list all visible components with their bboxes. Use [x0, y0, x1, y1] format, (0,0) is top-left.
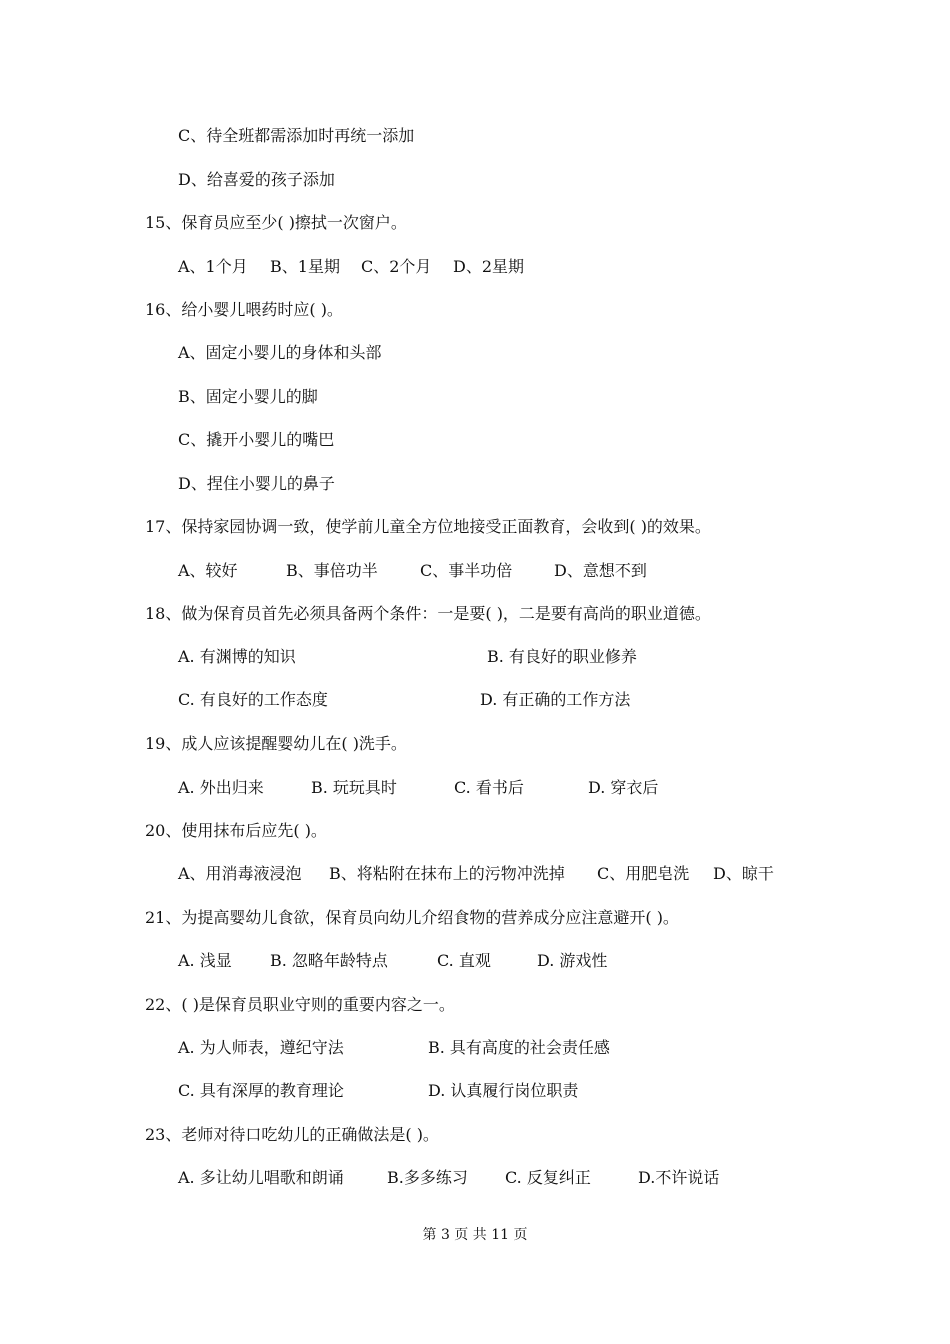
option-c: C、事半功倍 — [420, 561, 513, 580]
option-b: B、1星期 — [270, 257, 340, 276]
option-d: D、2星期 — [453, 257, 525, 276]
option-b-q16: B、固定小婴儿的脚 — [178, 387, 318, 406]
option-a: A、1个月 — [178, 257, 248, 276]
option-b: B、将粘附在抹布上的污物冲洗掉 — [329, 864, 565, 883]
question-21: 21、为提高婴幼儿食欲，保育员向幼儿介绍食物的营养成分应注意避开( )。 — [145, 908, 679, 927]
option-b: B. 玩玩具时 — [311, 778, 397, 797]
option-b: B. 具有高度的社会责任感 — [428, 1038, 610, 1057]
option-c: C. 有良好的工作态度 — [178, 690, 328, 709]
question-22: 22、( )是保育员职业守则的重要内容之一。 — [145, 995, 455, 1014]
page-number-footer: 第 3 页 共 11 页 — [422, 1227, 528, 1243]
option-a-q16: A、固定小婴儿的身体和头部 — [178, 343, 382, 362]
option-d: D. 认真履行岗位职责 — [428, 1081, 579, 1100]
option-b: B. 有良好的职业修养 — [487, 647, 637, 666]
option-d: D.不许说话 — [638, 1168, 720, 1187]
question-19: 19、成人应该提醒婴幼儿在( )洗手。 — [145, 734, 407, 753]
option-c: C. 反复纠正 — [505, 1168, 591, 1187]
option-a: A. 有渊博的知识 — [178, 647, 296, 666]
option-c: C. 直观 — [437, 951, 491, 970]
option-a: A、较好 — [178, 561, 238, 580]
option-a: A. 为人师表，遵纪守法 — [178, 1038, 344, 1057]
question-18: 18、做为保育员首先必须具备两个条件：一是要( )，二是要有高尚的职业道德。 — [145, 604, 711, 623]
option-a: A、用消毒液浸泡 — [178, 864, 302, 883]
option-c-q14: C、待全班都需添加时再统一添加 — [178, 126, 415, 145]
question-23: 23、老师对待口吃幼儿的正确做法是( )。 — [145, 1125, 439, 1144]
option-d: D、意想不到 — [554, 561, 647, 580]
question-20: 20、使用抹布后应先( )。 — [145, 821, 327, 840]
question-17: 17、保持家园协调一致，使学前儿童全方位地接受正面教育，会收到( )的效果。 — [145, 517, 711, 536]
option-d-q14: D、给喜爱的孩子添加 — [178, 170, 335, 189]
option-d: D、晾干 — [713, 864, 774, 883]
option-d: D. 有正确的工作方法 — [480, 690, 631, 709]
option-c: C. 具有深厚的教育理论 — [178, 1081, 344, 1100]
question-15: 15、保育员应至少( )擦拭一次窗户。 — [145, 213, 407, 232]
option-a: A. 浅显 — [178, 951, 232, 970]
option-b: B、事倍功半 — [286, 561, 378, 580]
option-b: B.多多练习 — [387, 1168, 468, 1187]
option-b: B. 忽略年龄特点 — [270, 951, 388, 970]
option-d-q16: D、捏住小婴儿的鼻子 — [178, 474, 335, 493]
option-a: A. 多让幼儿唱歌和朗诵 — [178, 1168, 344, 1187]
option-c: C、2个月 — [361, 257, 432, 276]
option-a: A. 外出归来 — [178, 778, 264, 797]
option-d: D. 穿衣后 — [588, 778, 659, 797]
option-c: C. 看书后 — [454, 778, 524, 797]
option-c-q16: C、撬开小婴儿的嘴巴 — [178, 430, 335, 449]
question-16: 16、给小婴儿喂药时应( )。 — [145, 300, 343, 319]
option-d: D. 游戏性 — [537, 951, 608, 970]
option-c: C、用肥皂洗 — [597, 864, 690, 883]
